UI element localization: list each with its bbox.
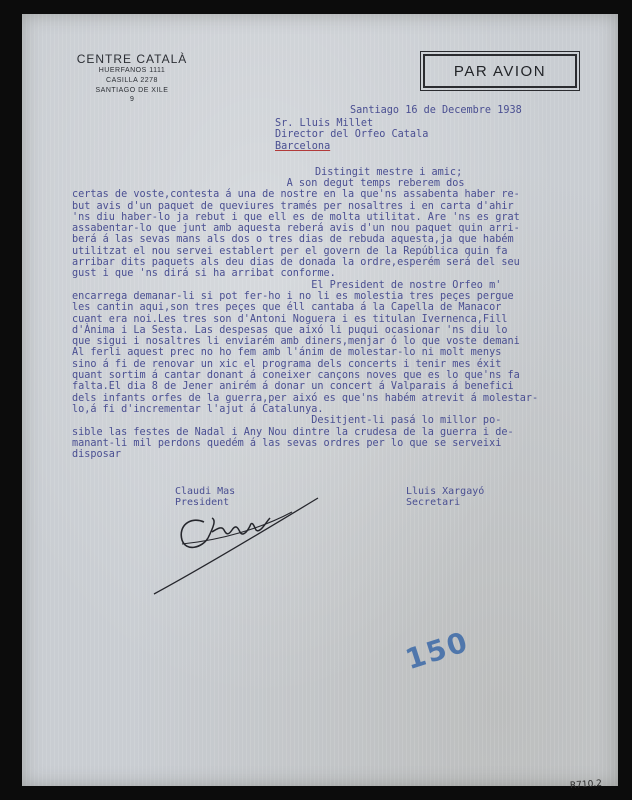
body-line: sible las festes de Nadal i Any Nou dintre la crudesa de la guerra i de-: [72, 426, 514, 438]
addressee-block: [275, 118, 428, 152]
addressee-title: Director del Orfeo Catala: [275, 129, 429, 141]
body-line: assabentar-lo que junt amb aquesta reberá avis d'un nou paquet quin arri-: [72, 223, 520, 235]
body-line: que sigui i nosaltres li enviarém amb diners,menjar ó lo que voste demani: [72, 336, 520, 348]
letterhead-po-box: CASILLA 2278: [106, 77, 158, 84]
signatory-right-role: Secretari: [406, 497, 461, 508]
body-line: A son degut temps reberem dos: [72, 178, 465, 189]
body-line: berá á las sevas mans als dos o tres dias de rebuda aquesta,ja que habém: [72, 234, 514, 246]
letter-date: Santiago 16 de Decembre 1938: [350, 105, 522, 116]
letterhead-street: HUERFANOS 1111: [98, 67, 166, 74]
signatory-left-role: President: [175, 497, 230, 508]
body-line: quant sortim á cantar donant á coneixer cançons noves que es lo que'ns fa: [72, 370, 520, 382]
signatory-right: [406, 486, 484, 508]
body-line: encarrega demanar-li si pot fer-ho i no li es molestia tres peçes pergue: [72, 290, 514, 302]
body-line: disposar: [72, 449, 122, 461]
letterhead-organization: CENTRE CATALÀ: [76, 52, 188, 66]
body-line: falta.El dia 8 de Jener anirém á donar un concert á Valparais á benefici: [72, 381, 514, 393]
body-line: certas de voste,contesta á una de nostre en la que'ns assabenta haber re-: [72, 189, 520, 201]
body-line: d'Ànima i La Sesta. Las despesas que aixó li puqui ocasionar 'ns diu lo: [72, 324, 508, 336]
body-line: El President de nostre Orfeo m': [72, 279, 502, 291]
handwritten-signature: [142, 482, 322, 602]
signatory-left-name: Claudi Mas: [175, 486, 236, 497]
body-line: 'ns diu haber-lo ja rebut i que ell es de molta utilitat. Are 'ns es grat: [72, 211, 520, 223]
body-line: Al ferli aquest prec no ho fem amb l'ánim de molestar-lo ni molt menys: [72, 347, 502, 359]
addressee-city: Barcelona: [275, 140, 331, 152]
letter-greeting: Distingit mestre i amic;: [315, 167, 463, 178]
letterhead: [62, 52, 202, 104]
body-line: lo,á fi d'incrementar l'ajut á Catalunya.: [72, 403, 324, 415]
stamp-number: 150: [401, 624, 473, 677]
body-line: but avis d'un paquet de queviures tramés per nosaltres i en carta d'ahir: [72, 200, 514, 212]
par-avion-stamp: PAR AVION: [423, 54, 577, 88]
body-line: sino á fi de renovar un xic el programa dels concerts i tenir mes éxit: [72, 358, 502, 370]
body-line: gust i que 'ns dirá si ha arribat conforme.: [72, 268, 336, 280]
body-line: cuant era noi.Les tres son d'Antoni Noguera i es titulan Ivernenca,Fill: [72, 313, 508, 325]
letterhead-mark: 9: [130, 96, 134, 103]
archive-reference: R710.2: [569, 778, 603, 792]
body-line: les cantin aqui,son tres peçes que éll cantaba á la Capella de Manacor: [72, 302, 502, 314]
letterhead-city: SANTIAGO DE XILE: [95, 87, 169, 94]
body-line: utilitzat el nou servei establert per el govern de la República quin fa: [72, 245, 508, 257]
body-line: Desitjent-li pasá lo millor po-: [72, 415, 502, 427]
signatory-right-name: Lluis Xargayó: [406, 486, 485, 497]
letter-body: [72, 178, 538, 460]
addressee-name: Sr. Lluis Millet: [275, 118, 374, 129]
body-line: dels infants orfes de la guerra,per aixó es que'ns habém atrevit á molestar-: [72, 392, 539, 404]
body-line: manant-li mil perdons quedém á las sevas ordres per lo que se serveixi: [72, 437, 502, 449]
letter-sheet: [22, 14, 618, 792]
body-line: arribar dits paquets als deu dias de donada la ordre,esperém será del seu: [72, 257, 520, 269]
